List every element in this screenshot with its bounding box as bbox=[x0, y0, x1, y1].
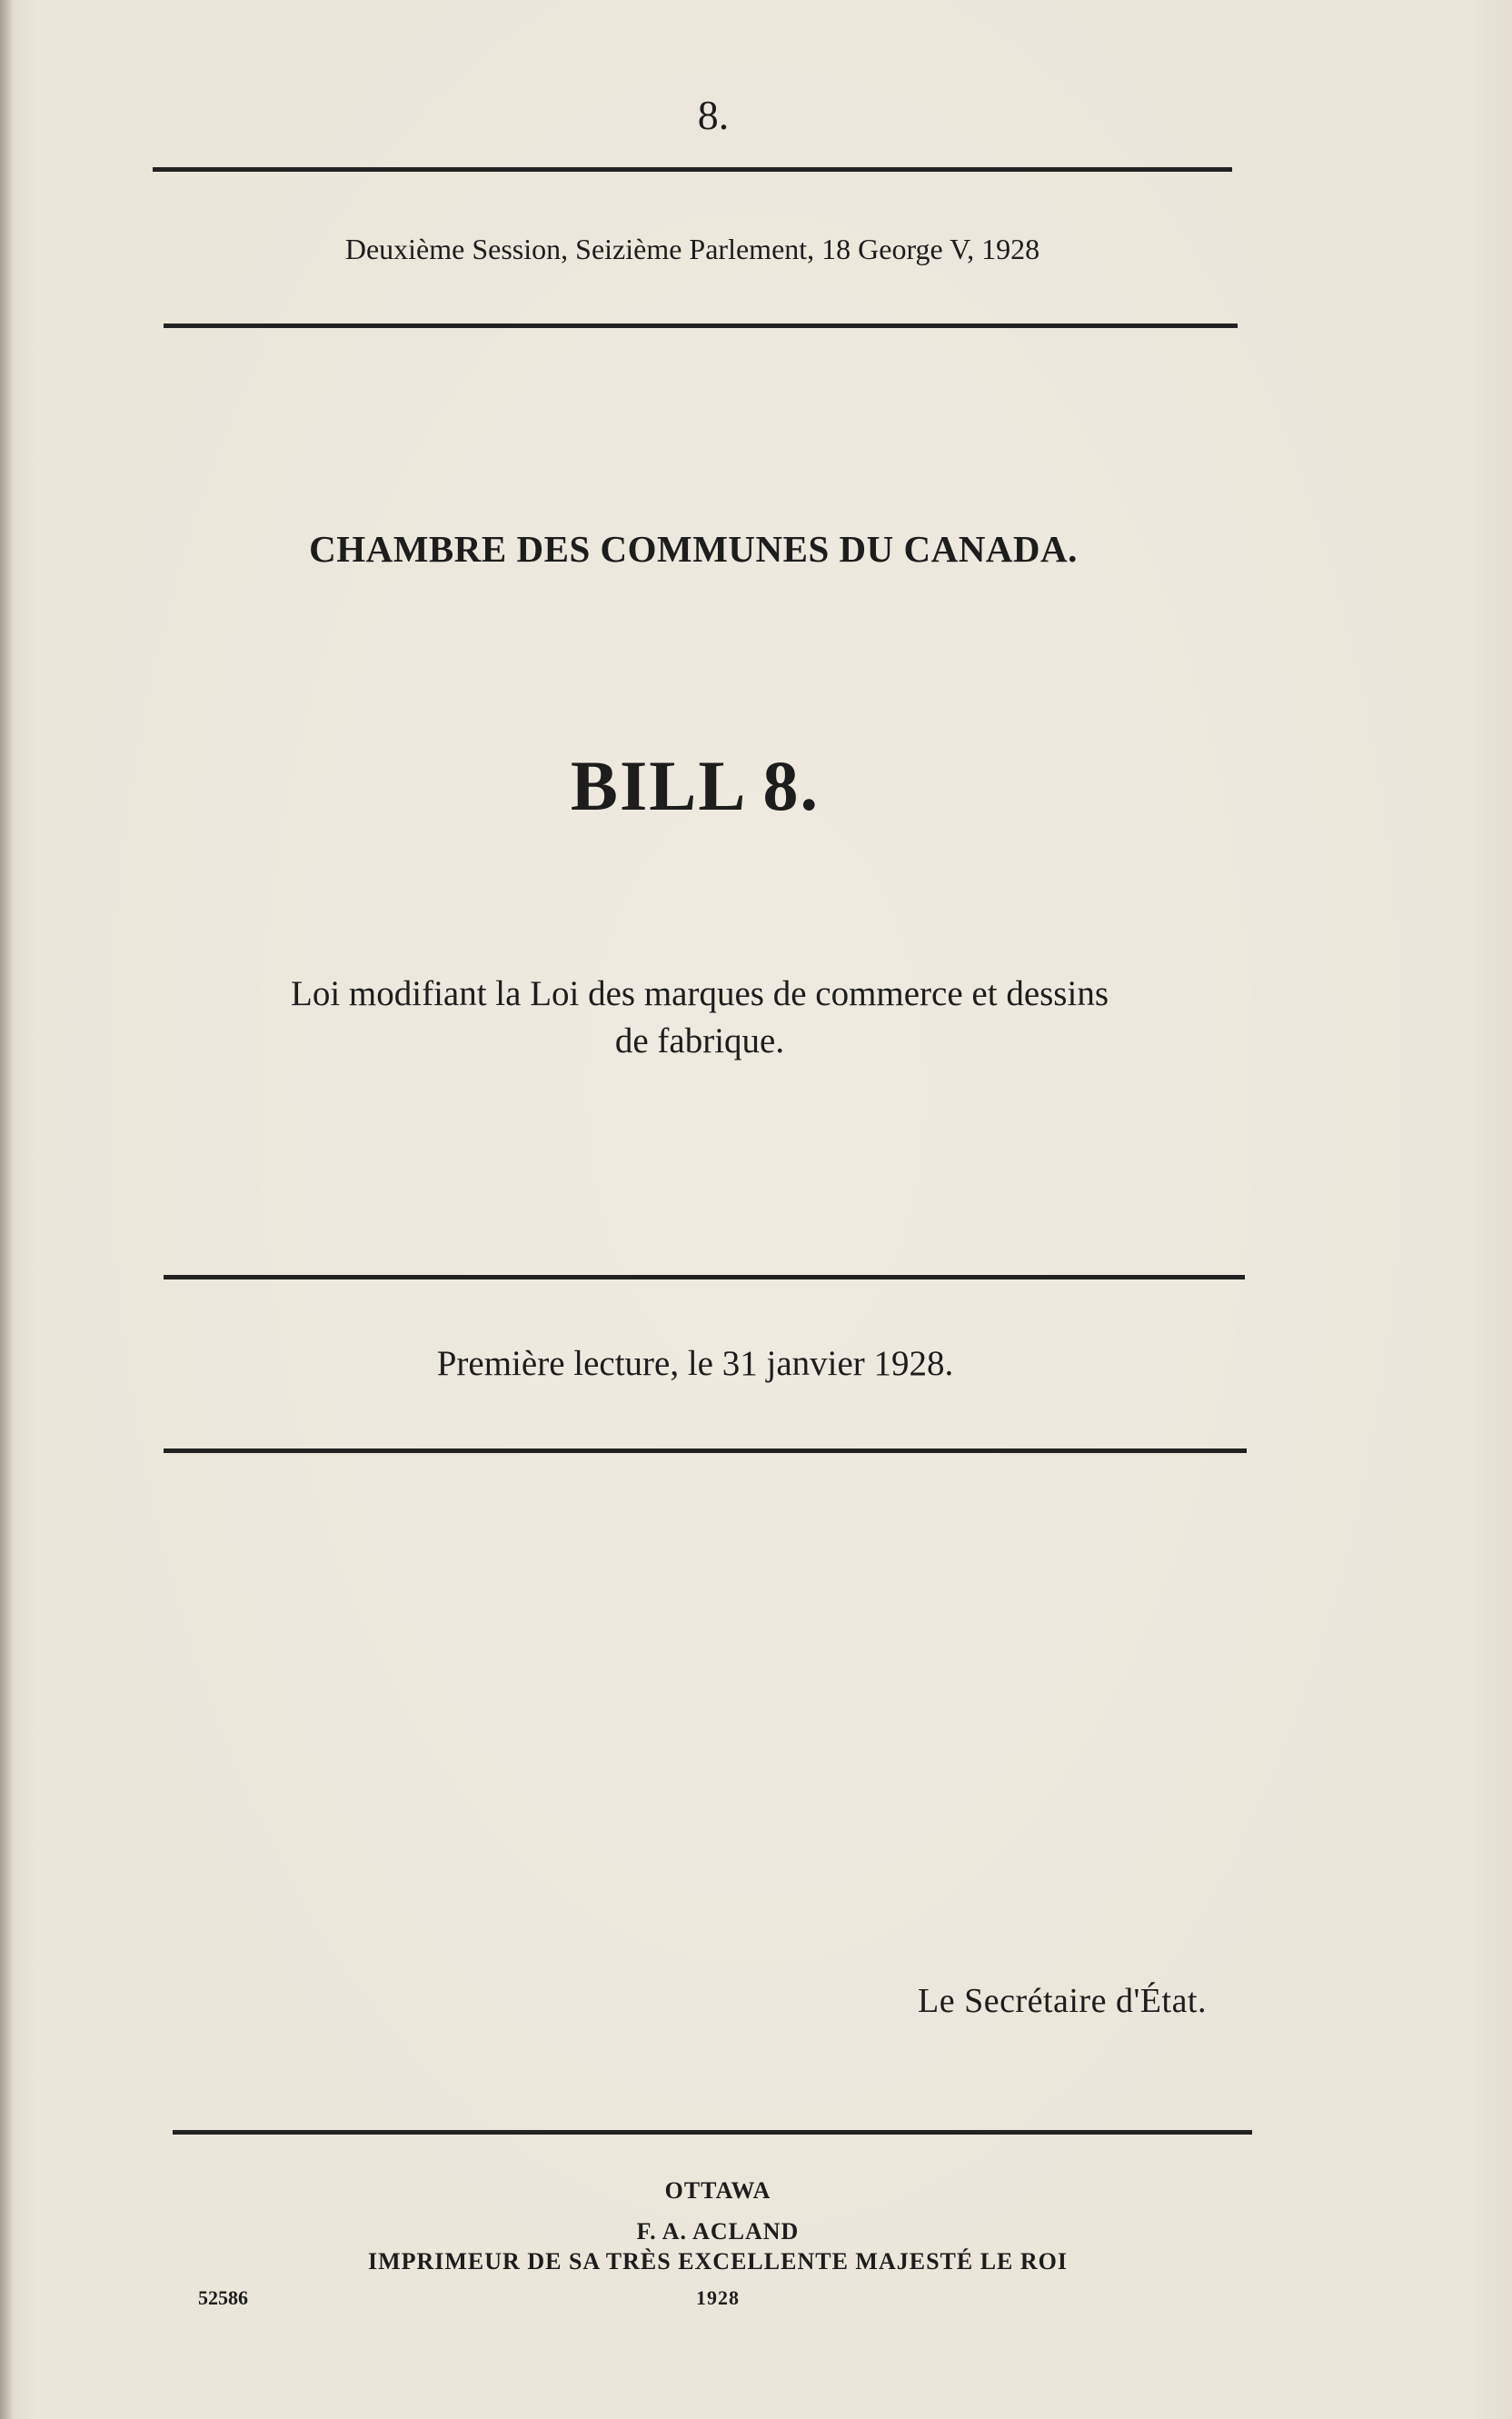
horizontal-rule bbox=[164, 1448, 1247, 1453]
footer-year: 1928 bbox=[696, 2286, 740, 2309]
session-line: Deuxième Session, Seizième Parlement, 18 George V, 1928 bbox=[344, 233, 1040, 265]
bill-description bbox=[154, 971, 1245, 1065]
page-edge-shadow bbox=[0, 0, 13, 2419]
bill-description-line-1: Loi modifiant la Loi des marques de commerce et dessins bbox=[291, 974, 1109, 1013]
horizontal-rule bbox=[173, 2130, 1252, 2135]
horizontal-rule bbox=[153, 167, 1232, 172]
bill-description-line-2: de fabrique. bbox=[614, 1021, 785, 1060]
footer-city: OTTAWA bbox=[664, 2177, 771, 2204]
chamber-heading: CHAMBRE DES COMMUNES DU CANADA. bbox=[309, 528, 1078, 570]
horizontal-rule bbox=[164, 324, 1238, 328]
footer-imprimeur: IMPRIMEUR DE SA TRÈS EXCELLENTE MAJESTÉ LE ROI bbox=[367, 2248, 1069, 2275]
print-code: 52586 bbox=[198, 2286, 248, 2309]
signature-line: Le Secrétaire d'État. bbox=[917, 1982, 1207, 2020]
horizontal-rule bbox=[164, 1275, 1245, 1279]
bill-title: BILL 8. bbox=[570, 746, 821, 825]
first-reading-date: Première lecture, le 31 janvier 1928. bbox=[436, 1344, 954, 1383]
footer-printer: F. A. ACLAND bbox=[636, 2218, 800, 2245]
page-number: 8. bbox=[697, 92, 730, 138]
